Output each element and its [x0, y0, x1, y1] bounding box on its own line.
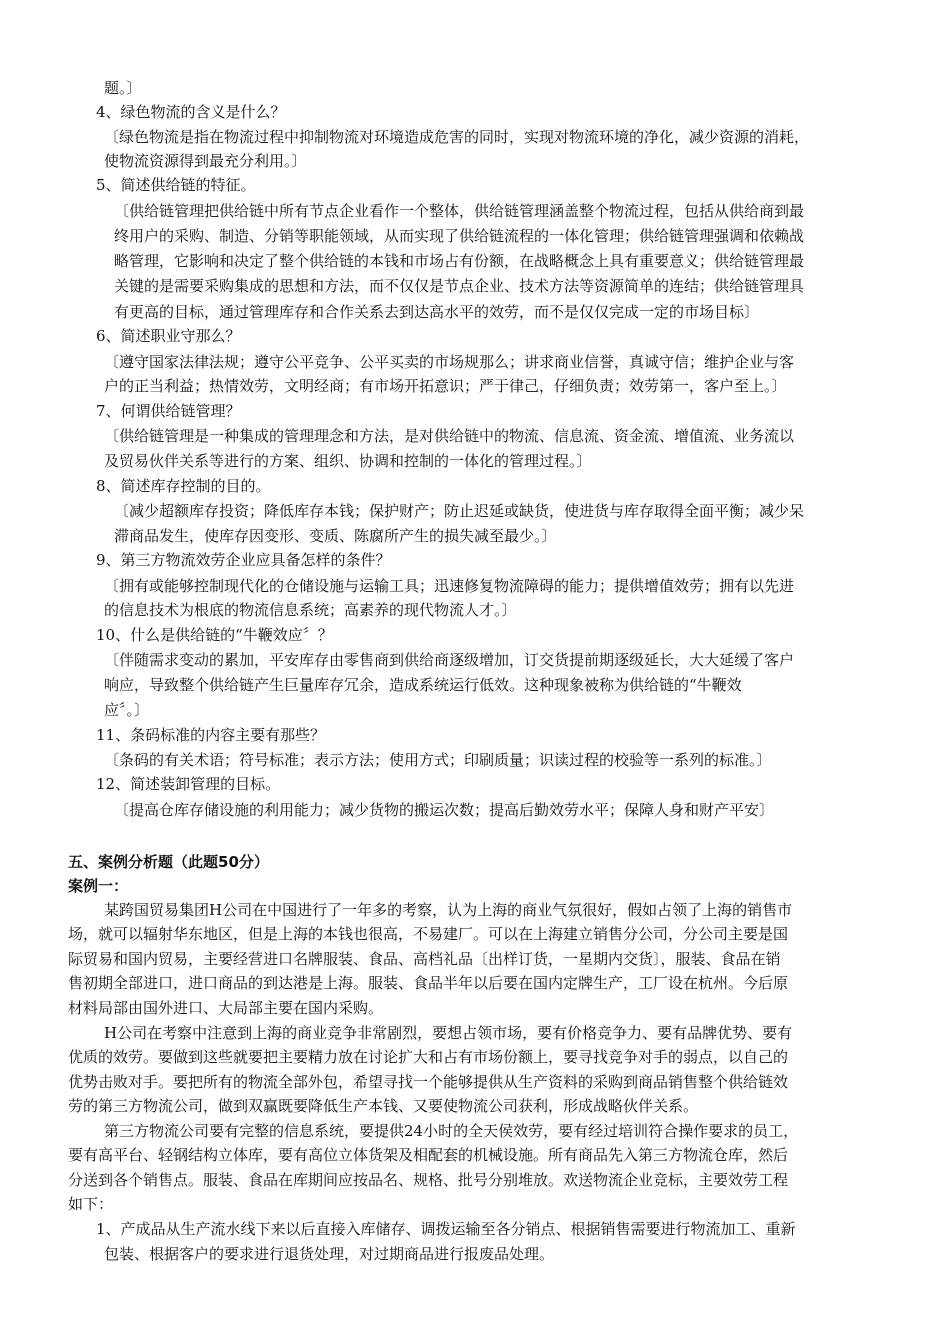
item-title-line: 4、绿色物流的含义是什么？: [96, 103, 286, 121]
text-line: 使物流资源得到最充分利用。〕: [104, 152, 307, 170]
text-line: 〔伴随需求变动的累加，平安库存由零售商到供给商逐级增加，订交货提前期逐级延长，大大延缓了客户: [104, 651, 795, 669]
text-line: 户的正当利益；热情效劳，文明经商；有市场开拓意识；严于律己，仔细负责；效劳第一，客户至上。〕: [104, 377, 787, 395]
text-line: 终用户的采购、制造、分销等职能领域，从而实现了供给链流程的一体化管理；供给链管理强调和依赖战: [114, 227, 805, 245]
text-line: 优质的效劳。要做到这些就要把主要精力放在讨论扩大和占有市场份额上，要寻找竞争对手的弱点，以自己的: [68, 1048, 789, 1066]
text-line: 响应，导致整个供给链产生巨量库存冗余，造成系统运行低效。这种现象被称为供给链的“牛鞭效: [104, 676, 742, 694]
text-line: H公司在考察中注意到上海的商业竞争非常剧烈，要想占领市场，要有价格竞争力、要有品牌优势、要有: [104, 1024, 793, 1042]
text-line: 第三方物流公司要有完整的信息系统，要提供24小时的全天侯效劳，要有经过培训符合操作要求的员工，: [104, 1122, 799, 1140]
text-line: 的信息技术为根底的物流信息系统；高素养的现代物流人才。〕: [104, 601, 517, 619]
text-line: 〔供给链管理是一种集成的管理理念和方法，是对供给链中的物流、信息流、资金流、增值流、业务流以: [104, 427, 795, 445]
text-line: 〔减少超额库存投资；降低库存本钱；保护财产；防止迟延或缺货，使进货与库存取得全面平衡；减少呆: [114, 502, 805, 520]
text-line: 材料局部由国外进口、大局部主要在国内采购。: [68, 999, 384, 1017]
item-title-line: 5、简述供给链的特征。: [96, 176, 256, 194]
text-line: 有更高的目标，通过管理库存和合作关系去到达高水平的效劳，而不是仅仅完成一定的市场目标〕: [114, 303, 760, 321]
text-line: 如下：: [68, 1195, 114, 1213]
text-line: 〔拥有或能够控制现代化的仓储设施与运输工具；迅速修复物流障碍的能力；提供增值效劳；拥有以先进: [104, 577, 795, 595]
text-line: 〔绿色物流是指在物流过程中抑制物流对环境造成危害的同时，实现对物流环境的净化，减少资源的消耗，: [104, 128, 810, 146]
text-line: 〔供给链管理把供给链中所有节点企业看作一个整体，供给链管理涵盖整个物流过程，包括从供给商到最: [114, 202, 805, 220]
text-line: 应〞。〕: [104, 701, 150, 719]
text-line: 关键的是需要采购集成的思想和方法，而不仅仅是节点企业、技术方法等资源简单的连结；供给链管理具: [114, 277, 805, 295]
text-line: 劳的第三方物流公司，做到双赢既要降低生产本钱、又要使物流公司获利，形成战略伙伴关系。: [68, 1097, 699, 1115]
item-title-line: 9、第三方物流效劳企业应具备怎样的条件？: [96, 551, 391, 569]
text-line: 〔提高仓库存储设施的利用能力；减少货物的搬运次数；提高后勤效劳水平；保障人身和财产平安〕: [114, 801, 775, 819]
item-title-line: 11、条码标准的内容主要有那些？: [96, 726, 326, 744]
text-line: 滞商品发生，使库存因变形、变质、陈腐所产生的损失减至最少。〕: [114, 527, 557, 545]
text-line: 际贸易和国内贸易，主要经营进口名牌服装、食品、高档礼品〔出样订货，一星期内交货〕，服装、食品在销: [68, 950, 781, 968]
item-title-line: 6、简述职业守那么？: [96, 327, 241, 345]
text-line: 〔遵守国家法律法规；遵守公平竞争、公平买卖的市场规那么；讲求商业信誉，真诚守信；维护企业与客: [104, 353, 795, 371]
item-title-line: 12、简述装卸管理的目标。: [96, 775, 281, 793]
text-line: 场，就可以辐射华东地区，但是上海的本钱也很高，不易建厂。可以在上海建立销售分公司，分公司主要是国: [68, 925, 789, 943]
text-line: 售初期全部进口，进口商品的到达港是上海。服装、食品半年以后要在国内定牌生产，工厂设在杭州。今后原: [68, 974, 789, 992]
item-title-line: 1、产成品从生产流水线下来以后直接入库储存、调拨运输至各分销点、根据销售需要进行物流加工、重新: [96, 1220, 796, 1238]
text-line: 题。〕: [104, 79, 142, 97]
text-line: 略管理，它影响和决定了整个供给链的本钱和市场占有份额，在战略概念上具有重要意义；供给链管理最: [114, 252, 805, 270]
text-line: 优势击败对手。要把所有的物流全部外包，希望寻找一个能够提供从生产资料的采购到商品销售整个供给链效: [68, 1073, 789, 1091]
item-title-line: 7、何谓供给链管理？: [96, 402, 241, 420]
text-line: 及贸易伙伴关系等进行的方案、组织、协调和控制的一体化的管理过程。〕: [104, 452, 592, 470]
text-line: 某跨国贸易集团H公司在中国进行了一年多的考察，认为上海的商业气氛很好，假如占领了上海的销售市: [104, 901, 793, 919]
section-heading: 五、案例分析题（此题50分）: [68, 853, 269, 871]
text-line: 包装、根据客户的要求进行退货处理，对过期商品进行报废品处理。: [104, 1245, 555, 1263]
text-line: 分送到各个销售点。服装、食品在库期间应按品名、规格、批号分别堆放。欢送物流企业竞标，主要效劳工程: [68, 1171, 789, 1189]
text-line: 〔条码的有关术语；符号标准；表示方法；使用方式；印刷质量；识读过程的校验等一系列的标准。〕: [104, 751, 772, 769]
item-title-line: 8、简述库存控制的目的。: [96, 477, 271, 495]
item-title-line: 10、什么是供给链的“牛鞭效应〞？: [96, 626, 333, 644]
text-line: 要有高平台、轻钢结构立体库，要有高位立体货架及相配套的机械设施。所有商品先入第三方物流仓库，然后: [68, 1146, 789, 1164]
case-label: 案例一：: [68, 877, 129, 895]
